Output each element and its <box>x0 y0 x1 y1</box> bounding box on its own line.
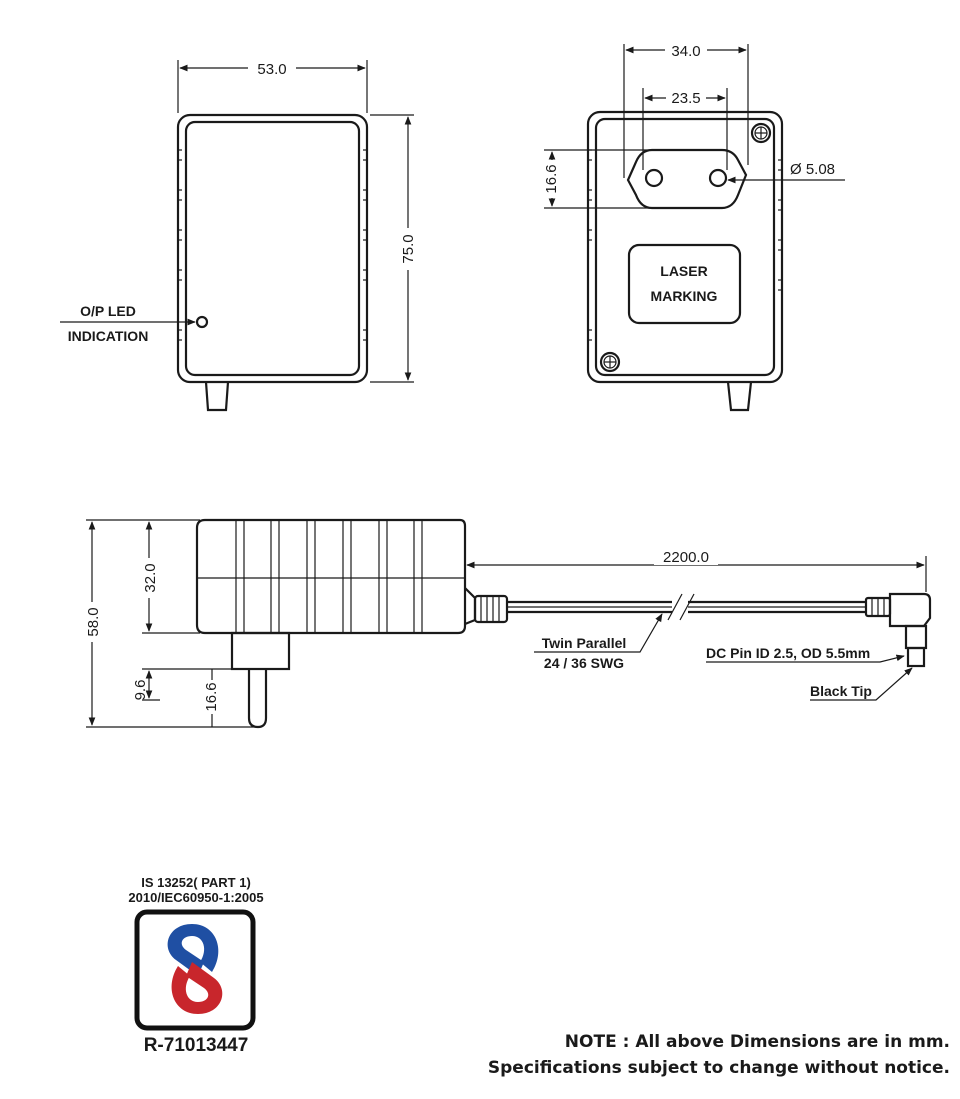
cable-label-line2: 24 / 36 SWG <box>543 655 625 671</box>
standard-line1: IS 13252( PART 1) <box>141 875 251 890</box>
dc-pin-label: DC Pin ID 2.5, OD 5.5mm <box>706 645 871 661</box>
tip-label: Black Tip <box>810 683 872 699</box>
screw-icon <box>752 124 770 142</box>
pin-small-dim: 9.6 <box>132 679 149 701</box>
socket-height-dim: 16.6 <box>543 164 560 194</box>
bis-logo-icon <box>137 912 253 1028</box>
body-height-dim: 32.0 <box>142 563 159 593</box>
front-height-dim: 75.0 <box>400 234 417 264</box>
pin-diameter-dim: Ø 5.08 <box>790 161 836 178</box>
total-height-dim: 58.0 <box>85 607 102 637</box>
screw-icon <box>601 353 619 371</box>
standard-line2: 2010/IEC60950-1:2005 <box>128 890 264 905</box>
front-width-dim: 53.0 <box>257 61 287 78</box>
laser-marking-box <box>629 245 740 323</box>
laser-label-line2: MARKING <box>650 288 718 304</box>
inner-pin-dim: 23.5 <box>671 90 701 107</box>
outer-pin-dim: 34.0 <box>671 43 701 60</box>
laser-label-line1: LASER <box>660 263 708 279</box>
led-label-line2: INDICATION <box>67 328 149 344</box>
note-line1: NOTE : All above Dimensions are in mm. <box>564 1032 950 1052</box>
note-line2: Specifications subject to change without notice. <box>487 1058 950 1078</box>
cable-label-line1: Twin Parallel <box>541 635 627 651</box>
led-label-line1: O/P LED <box>80 303 136 319</box>
pin-large-dim: 16.6 <box>203 682 220 712</box>
front-view <box>60 60 414 410</box>
cable-length-dim: 2200.0 <box>663 549 709 566</box>
registration-number: R-71013447 <box>143 1035 249 1056</box>
led-indicator <box>197 317 207 327</box>
